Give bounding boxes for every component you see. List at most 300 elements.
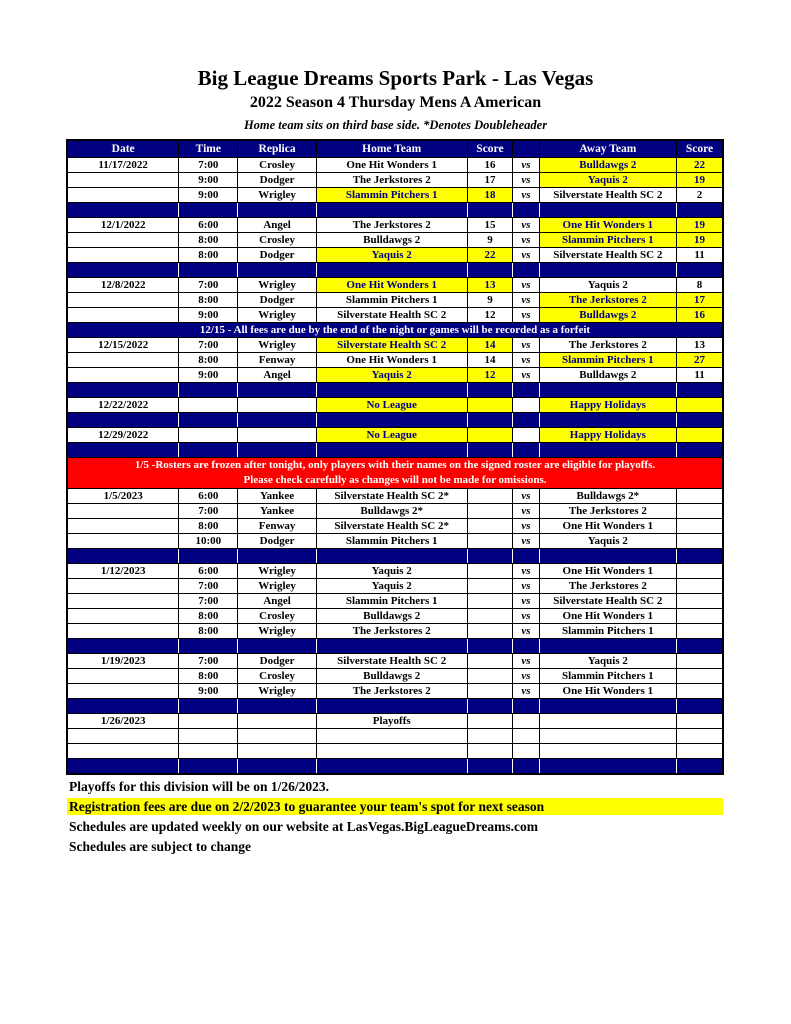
home-team-cell [316, 699, 467, 714]
vs-cell [513, 263, 539, 278]
game-row [68, 504, 723, 519]
date-cell: 1/12/2023 [68, 564, 179, 579]
home-team-cell [316, 549, 467, 564]
home-score-cell [467, 504, 513, 519]
vs-cell [513, 203, 539, 218]
time-cell: 10:00 [179, 534, 238, 549]
date-cell [68, 609, 179, 624]
game-row [68, 188, 723, 203]
vs-cell: vs [513, 188, 539, 203]
date-cell [68, 534, 179, 549]
time-cell [179, 759, 238, 774]
banner-line: 1/5 -Rosters are frozen after tonight, only players with their names on the signed roster are eligible for playoffs. [134, 459, 656, 471]
header-home-team: Home Team [316, 141, 467, 158]
replica-cell [238, 428, 317, 443]
away-score-cell [677, 263, 723, 278]
vs-cell: vs [513, 654, 539, 669]
home-team-cell: Bulldawgs 2 [316, 669, 467, 684]
replica-cell [238, 759, 317, 774]
replica-cell: Wrigley [238, 624, 317, 639]
away-team-cell [539, 744, 677, 759]
home-team-cell: Silverstate Health SC 2 [316, 654, 467, 669]
header-date: Date [68, 141, 179, 158]
replica-cell [238, 413, 317, 428]
away-score-cell [677, 609, 723, 624]
time-cell: 9:00 [179, 308, 238, 323]
away-team-cell: Yaquis 2 [539, 654, 677, 669]
replica-cell: Crosley [238, 233, 317, 248]
header-time: Time [179, 141, 238, 158]
separator-row [68, 549, 723, 564]
replica-cell: Wrigley [238, 684, 317, 699]
home-score-cell [467, 203, 513, 218]
away-team-cell: Bulldawgs 2 [539, 368, 677, 383]
home-team-cell: One Hit Wonders 1 [316, 158, 467, 173]
replica-cell [238, 714, 317, 729]
game-row [68, 594, 723, 609]
time-cell [179, 744, 238, 759]
game-row [68, 684, 723, 699]
time-cell: 9:00 [179, 684, 238, 699]
date-cell [68, 293, 179, 308]
away-team-cell: The Jerkstores 2 [539, 579, 677, 594]
away-score-cell [677, 504, 723, 519]
away-score-cell: 16 [677, 308, 723, 323]
replica-cell: Angel [238, 218, 317, 233]
banner-line: Please check carefully as changes will not be made for omissions. [243, 474, 547, 486]
home-score-cell [467, 383, 513, 398]
page-title: Big League Dreams Sports Park - Las Vegas [197, 66, 594, 90]
replica-cell [238, 549, 317, 564]
home-team-cell: Silverstate Health SC 2* [316, 489, 467, 504]
vs-cell [513, 443, 539, 458]
vs-cell: vs [513, 669, 539, 684]
home-team-cell: Slammin Pitchers 1 [316, 594, 467, 609]
time-cell: 7:00 [179, 338, 238, 353]
away-score-cell [677, 383, 723, 398]
date-cell [68, 744, 179, 759]
time-cell [179, 428, 238, 443]
away-score-cell [677, 398, 723, 413]
home-score-cell [467, 609, 513, 624]
game-row [68, 579, 723, 594]
date-cell [68, 413, 179, 428]
game-row [68, 233, 723, 248]
page-subtitle: 2022 Season 4 Thursday Mens A American [249, 94, 542, 111]
home-score-cell [467, 699, 513, 714]
home-score-cell: 9 [467, 233, 513, 248]
separator-row [68, 413, 723, 428]
vs-cell: vs [513, 609, 539, 624]
home-score-cell [467, 398, 513, 413]
replica-cell [238, 744, 317, 759]
vs-cell: vs [513, 579, 539, 594]
separator-row [68, 263, 723, 278]
separator-row [68, 443, 723, 458]
home-team-cell: The Jerkstores 2 [316, 624, 467, 639]
away-team-cell: Silverstate Health SC 2 [539, 188, 677, 203]
game-row [68, 248, 723, 263]
date-cell [68, 203, 179, 218]
home-score-cell: 16 [467, 158, 513, 173]
vs-cell [513, 428, 539, 443]
away-team-cell [539, 549, 677, 564]
separator-row [68, 383, 723, 398]
home-score-cell [467, 669, 513, 684]
date-cell [68, 684, 179, 699]
vs-cell: vs [513, 534, 539, 549]
home-score-cell [467, 624, 513, 639]
vs-cell [513, 729, 539, 744]
away-team-cell [539, 714, 677, 729]
footer-change-note: Schedules are subject to change [69, 839, 251, 854]
home-score-cell: 15 [467, 218, 513, 233]
away-score-cell: 19 [677, 173, 723, 188]
date-cell [68, 729, 179, 744]
date-cell [68, 188, 179, 203]
home-team-cell [316, 729, 467, 744]
home-score-cell [467, 263, 513, 278]
replica-cell: Wrigley [238, 188, 317, 203]
time-cell: 8:00 [179, 233, 238, 248]
time-cell: 8:00 [179, 669, 238, 684]
away-team-cell: Yaquis 2 [539, 534, 677, 549]
date-cell [68, 383, 179, 398]
away-score-cell: 13 [677, 338, 723, 353]
empty-row [68, 744, 723, 759]
time-cell: 8:00 [179, 353, 238, 368]
away-team-cell [539, 639, 677, 654]
home-score-cell [467, 443, 513, 458]
game-row [68, 278, 723, 293]
home-score-cell [467, 549, 513, 564]
away-team-cell [539, 263, 677, 278]
home-team-cell [316, 263, 467, 278]
time-cell: 8:00 [179, 248, 238, 263]
schedule-table [67, 140, 723, 774]
home-team-cell [316, 203, 467, 218]
vs-cell [513, 549, 539, 564]
away-team-cell: Bulldawgs 2* [539, 489, 677, 504]
date-cell [68, 248, 179, 263]
home-team-cell: Bulldawgs 2 [316, 609, 467, 624]
away-team-cell: The Jerkstores 2 [539, 293, 677, 308]
special-row [68, 398, 723, 413]
special-row [68, 428, 723, 443]
replica-cell: Wrigley [238, 308, 317, 323]
replica-cell: Angel [238, 594, 317, 609]
game-row [68, 609, 723, 624]
time-cell [179, 383, 238, 398]
game-row [68, 534, 723, 549]
home-score-cell: 12 [467, 308, 513, 323]
home-team-cell: Silverstate Health SC 2 [316, 308, 467, 323]
away-team-cell: Silverstate Health SC 2 [539, 594, 677, 609]
time-cell [179, 203, 238, 218]
home-score-cell: 9 [467, 293, 513, 308]
vs-cell: vs [513, 624, 539, 639]
home-score-cell [467, 729, 513, 744]
date-cell [68, 579, 179, 594]
replica-cell: Dodger [238, 534, 317, 549]
replica-cell: Fenway [238, 353, 317, 368]
vs-cell: vs [513, 233, 539, 248]
home-team-cell: Slammin Pitchers 1 [316, 534, 467, 549]
header-away-score: Score [677, 141, 723, 158]
away-team-cell: One Hit Wonders 1 [539, 519, 677, 534]
time-cell: 6:00 [179, 564, 238, 579]
replica-cell [238, 729, 317, 744]
time-cell [179, 413, 238, 428]
vs-cell: vs [513, 293, 539, 308]
home-score-cell [467, 639, 513, 654]
time-cell [179, 443, 238, 458]
vs-cell: vs [513, 248, 539, 263]
home-score-cell: 12 [467, 368, 513, 383]
home-team-cell: No League [316, 428, 467, 443]
vs-cell: vs [513, 338, 539, 353]
vs-cell: vs [513, 504, 539, 519]
vs-cell: vs [513, 158, 539, 173]
date-cell: 12/15/2022 [68, 338, 179, 353]
time-cell: 9:00 [179, 173, 238, 188]
home-team-cell: One Hit Wonders 1 [316, 353, 467, 368]
away-score-cell [677, 534, 723, 549]
replica-cell: Fenway [238, 519, 317, 534]
date-cell [68, 699, 179, 714]
banner-row [68, 458, 723, 489]
home-score-cell [467, 654, 513, 669]
replica-cell: Yankee [238, 504, 317, 519]
date-cell [68, 233, 179, 248]
home-score-cell [467, 519, 513, 534]
away-score-cell [677, 744, 723, 759]
replica-cell [238, 699, 317, 714]
date-cell: 12/29/2022 [68, 428, 179, 443]
away-score-cell [677, 639, 723, 654]
vs-cell: vs [513, 489, 539, 504]
away-score-cell: 19 [677, 233, 723, 248]
vs-cell [513, 744, 539, 759]
empty-row [68, 729, 723, 744]
away-score-cell: 17 [677, 293, 723, 308]
away-team-cell [539, 203, 677, 218]
home-score-cell [467, 428, 513, 443]
away-score-cell [677, 203, 723, 218]
separator-row [68, 639, 723, 654]
away-team-cell: One Hit Wonders 1 [539, 218, 677, 233]
away-score-cell [677, 549, 723, 564]
time-cell [179, 729, 238, 744]
banner-text [68, 458, 723, 489]
game-row [68, 669, 723, 684]
time-cell: 8:00 [179, 624, 238, 639]
time-cell [179, 263, 238, 278]
vs-cell: vs [513, 173, 539, 188]
away-score-cell: 8 [677, 278, 723, 293]
date-cell: 12/1/2022 [68, 218, 179, 233]
game-row [68, 338, 723, 353]
game-row [68, 368, 723, 383]
footer-notes [67, 778, 723, 855]
vs-cell: vs [513, 218, 539, 233]
away-team-cell: Slammin Pitchers 1 [539, 624, 677, 639]
away-team-cell: Slammin Pitchers 1 [539, 669, 677, 684]
game-row [68, 158, 723, 173]
vs-cell [513, 383, 539, 398]
date-cell: 11/17/2022 [68, 158, 179, 173]
home-team-cell: The Jerkstores 2 [316, 173, 467, 188]
date-cell [68, 368, 179, 383]
replica-cell: Wrigley [238, 338, 317, 353]
game-row [68, 714, 723, 729]
home-score-cell: 14 [467, 338, 513, 353]
time-cell: 7:00 [179, 594, 238, 609]
away-team-cell [539, 699, 677, 714]
time-cell: 7:00 [179, 278, 238, 293]
date-cell [68, 353, 179, 368]
away-score-cell: 11 [677, 248, 723, 263]
game-row [68, 489, 723, 504]
home-team-cell [316, 639, 467, 654]
time-cell: 8:00 [179, 293, 238, 308]
notice-row [68, 323, 723, 338]
home-team-cell: Yaquis 2 [316, 248, 467, 263]
away-score-cell [677, 654, 723, 669]
away-team-cell: One Hit Wonders 1 [539, 564, 677, 579]
home-team-cell: Yaquis 2 [316, 368, 467, 383]
home-team-cell: The Jerkstores 2 [316, 218, 467, 233]
footer-website-note: Schedules are updated weekly on our website at LasVegas.BigLeagueDreams.com [69, 819, 539, 834]
date-cell [68, 549, 179, 564]
game-row [68, 564, 723, 579]
game-row [68, 519, 723, 534]
date-cell [68, 594, 179, 609]
home-score-cell [467, 684, 513, 699]
footer-registration-note: Registration fees are due on 2/2/2023 to guarantee your team's spot for next season [67, 798, 723, 815]
time-cell: 7:00 [179, 579, 238, 594]
date-cell: 1/5/2023 [68, 489, 179, 504]
away-score-cell [677, 579, 723, 594]
home-score-cell [467, 413, 513, 428]
home-score-cell: 14 [467, 353, 513, 368]
time-cell: 7:00 [179, 654, 238, 669]
home-score-cell [467, 579, 513, 594]
away-score-cell [677, 413, 723, 428]
header-block [0, 0, 791, 133]
date-cell [68, 639, 179, 654]
footer-playoffs-note: Playoffs for this division will be on 1/26/2023. [69, 779, 330, 794]
home-team-cell: No League [316, 398, 467, 413]
away-score-cell [677, 759, 723, 774]
away-team-cell [539, 383, 677, 398]
time-cell: 9:00 [179, 368, 238, 383]
date-cell [68, 263, 179, 278]
vs-cell [513, 639, 539, 654]
vs-cell [513, 699, 539, 714]
away-score-cell [677, 699, 723, 714]
away-team-cell: The Jerkstores 2 [539, 504, 677, 519]
vs-cell [513, 759, 539, 774]
home-score-cell: 18 [467, 188, 513, 203]
home-team-cell [316, 383, 467, 398]
home-score-cell [467, 564, 513, 579]
vs-cell [513, 714, 539, 729]
home-score-cell: 22 [467, 248, 513, 263]
game-row [68, 624, 723, 639]
game-row [68, 353, 723, 368]
home-team-cell: Silverstate Health SC 2* [316, 519, 467, 534]
vs-cell: vs [513, 368, 539, 383]
replica-cell [238, 639, 317, 654]
home-team-cell: One Hit Wonders 1 [316, 278, 467, 293]
time-cell [179, 639, 238, 654]
replica-cell: Crosley [238, 609, 317, 624]
date-cell [68, 624, 179, 639]
away-score-cell: 27 [677, 353, 723, 368]
time-cell: 8:00 [179, 609, 238, 624]
separator-row [68, 759, 723, 774]
replica-cell: Crosley [238, 669, 317, 684]
time-cell: 8:00 [179, 519, 238, 534]
away-score-cell [677, 669, 723, 684]
home-score-cell: 13 [467, 278, 513, 293]
home-score-cell [467, 489, 513, 504]
vs-cell: vs [513, 594, 539, 609]
away-team-cell: Happy Holidays [539, 428, 677, 443]
replica-cell [238, 383, 317, 398]
away-team-cell: Slammin Pitchers 1 [539, 233, 677, 248]
date-cell [68, 669, 179, 684]
home-score-cell [467, 759, 513, 774]
away-team-cell [539, 443, 677, 458]
home-team-cell: Yaquis 2 [316, 579, 467, 594]
home-team-cell: Slammin Pitchers 1 [316, 293, 467, 308]
replica-cell: Wrigley [238, 579, 317, 594]
vs-cell [513, 413, 539, 428]
away-score-cell [677, 594, 723, 609]
vs-cell: vs [513, 684, 539, 699]
time-cell: 7:00 [179, 158, 238, 173]
header-home-score: Score [467, 141, 513, 158]
home-score-cell [467, 714, 513, 729]
home-score-cell [467, 534, 513, 549]
vs-cell: vs [513, 308, 539, 323]
time-cell [179, 714, 238, 729]
away-team-cell: The Jerkstores 2 [539, 338, 677, 353]
away-score-cell: 2 [677, 188, 723, 203]
home-team-cell: Slammin Pitchers 1 [316, 188, 467, 203]
home-team-cell: Silverstate Health SC 2 [316, 338, 467, 353]
away-score-cell [677, 428, 723, 443]
away-team-cell: Bulldawgs 2 [539, 158, 677, 173]
away-team-cell [539, 729, 677, 744]
separator-row [68, 699, 723, 714]
time-cell: 6:00 [179, 218, 238, 233]
replica-cell: Yankee [238, 489, 317, 504]
away-score-cell [677, 489, 723, 504]
away-team-cell [539, 759, 677, 774]
away-score-cell: 19 [677, 218, 723, 233]
away-team-cell: Happy Holidays [539, 398, 677, 413]
vs-cell: vs [513, 278, 539, 293]
away-team-cell: One Hit Wonders 1 [539, 684, 677, 699]
replica-cell [238, 398, 317, 413]
away-team-cell [539, 413, 677, 428]
header-away-team: Away Team [539, 141, 677, 158]
home-score-cell [467, 744, 513, 759]
away-team-cell: Yaquis 2 [539, 173, 677, 188]
